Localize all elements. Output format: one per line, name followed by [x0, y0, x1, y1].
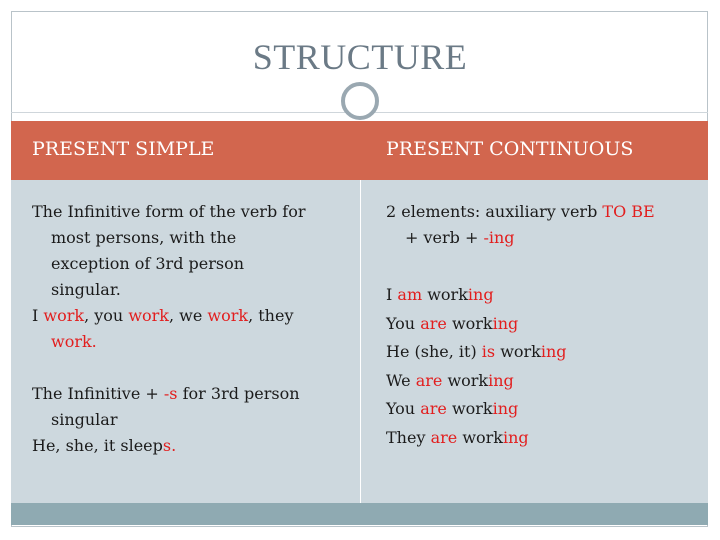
- highlight-verb: work: [207, 306, 249, 325]
- example-line: work.: [51, 332, 97, 351]
- list-item: He (she, it) is working: [386, 342, 567, 361]
- column-divider: [360, 180, 361, 503]
- present-continuous-cell: [386, 199, 655, 251]
- present-simple-cell: [32, 199, 305, 459]
- highlight-verb: work: [51, 332, 92, 351]
- example-line: I work, you work, we work, they: [32, 306, 294, 325]
- highlight-suffix: s: [162, 436, 172, 455]
- rule-line: The Infinitive + -s for 3rd person: [32, 384, 300, 403]
- rule-line: exception of 3rd person: [51, 254, 245, 273]
- highlight-suffix: -ing: [483, 228, 515, 247]
- conjugation-list: [386, 281, 567, 452]
- header-present-simple: PRESENT SIMPLE: [32, 138, 215, 160]
- list-item: We are working: [386, 370, 514, 390]
- header-present-continuous: PRESENT CONTINUOUS: [386, 138, 634, 160]
- rule-line: 2 elements: auxiliary verb TO BE: [386, 202, 655, 221]
- highlight-aux: TO BE: [602, 202, 655, 221]
- rule-line: + verb + -ing: [405, 228, 515, 247]
- rule-line: singular.: [51, 280, 121, 299]
- rule-line: most persons, with the: [51, 228, 237, 247]
- highlight-verb: work: [128, 306, 169, 325]
- rule-line: The Infinitive form of the verb for: [32, 202, 306, 221]
- highlight-verb: work: [43, 306, 85, 325]
- circle-ornament-icon: [341, 82, 379, 120]
- list-item: You are working: [386, 399, 519, 418]
- list-item: You are working: [386, 313, 519, 333]
- slide-title: STRUCTURE: [252, 37, 468, 77]
- rule-line: singular: [51, 410, 118, 429]
- example-line: He, she, it sleeps.: [32, 436, 177, 455]
- table-footer-row: [11, 503, 708, 525]
- list-item: They are working: [386, 427, 529, 447]
- highlight-suffix: -s: [163, 384, 178, 403]
- list-item: I am working: [386, 285, 494, 304]
